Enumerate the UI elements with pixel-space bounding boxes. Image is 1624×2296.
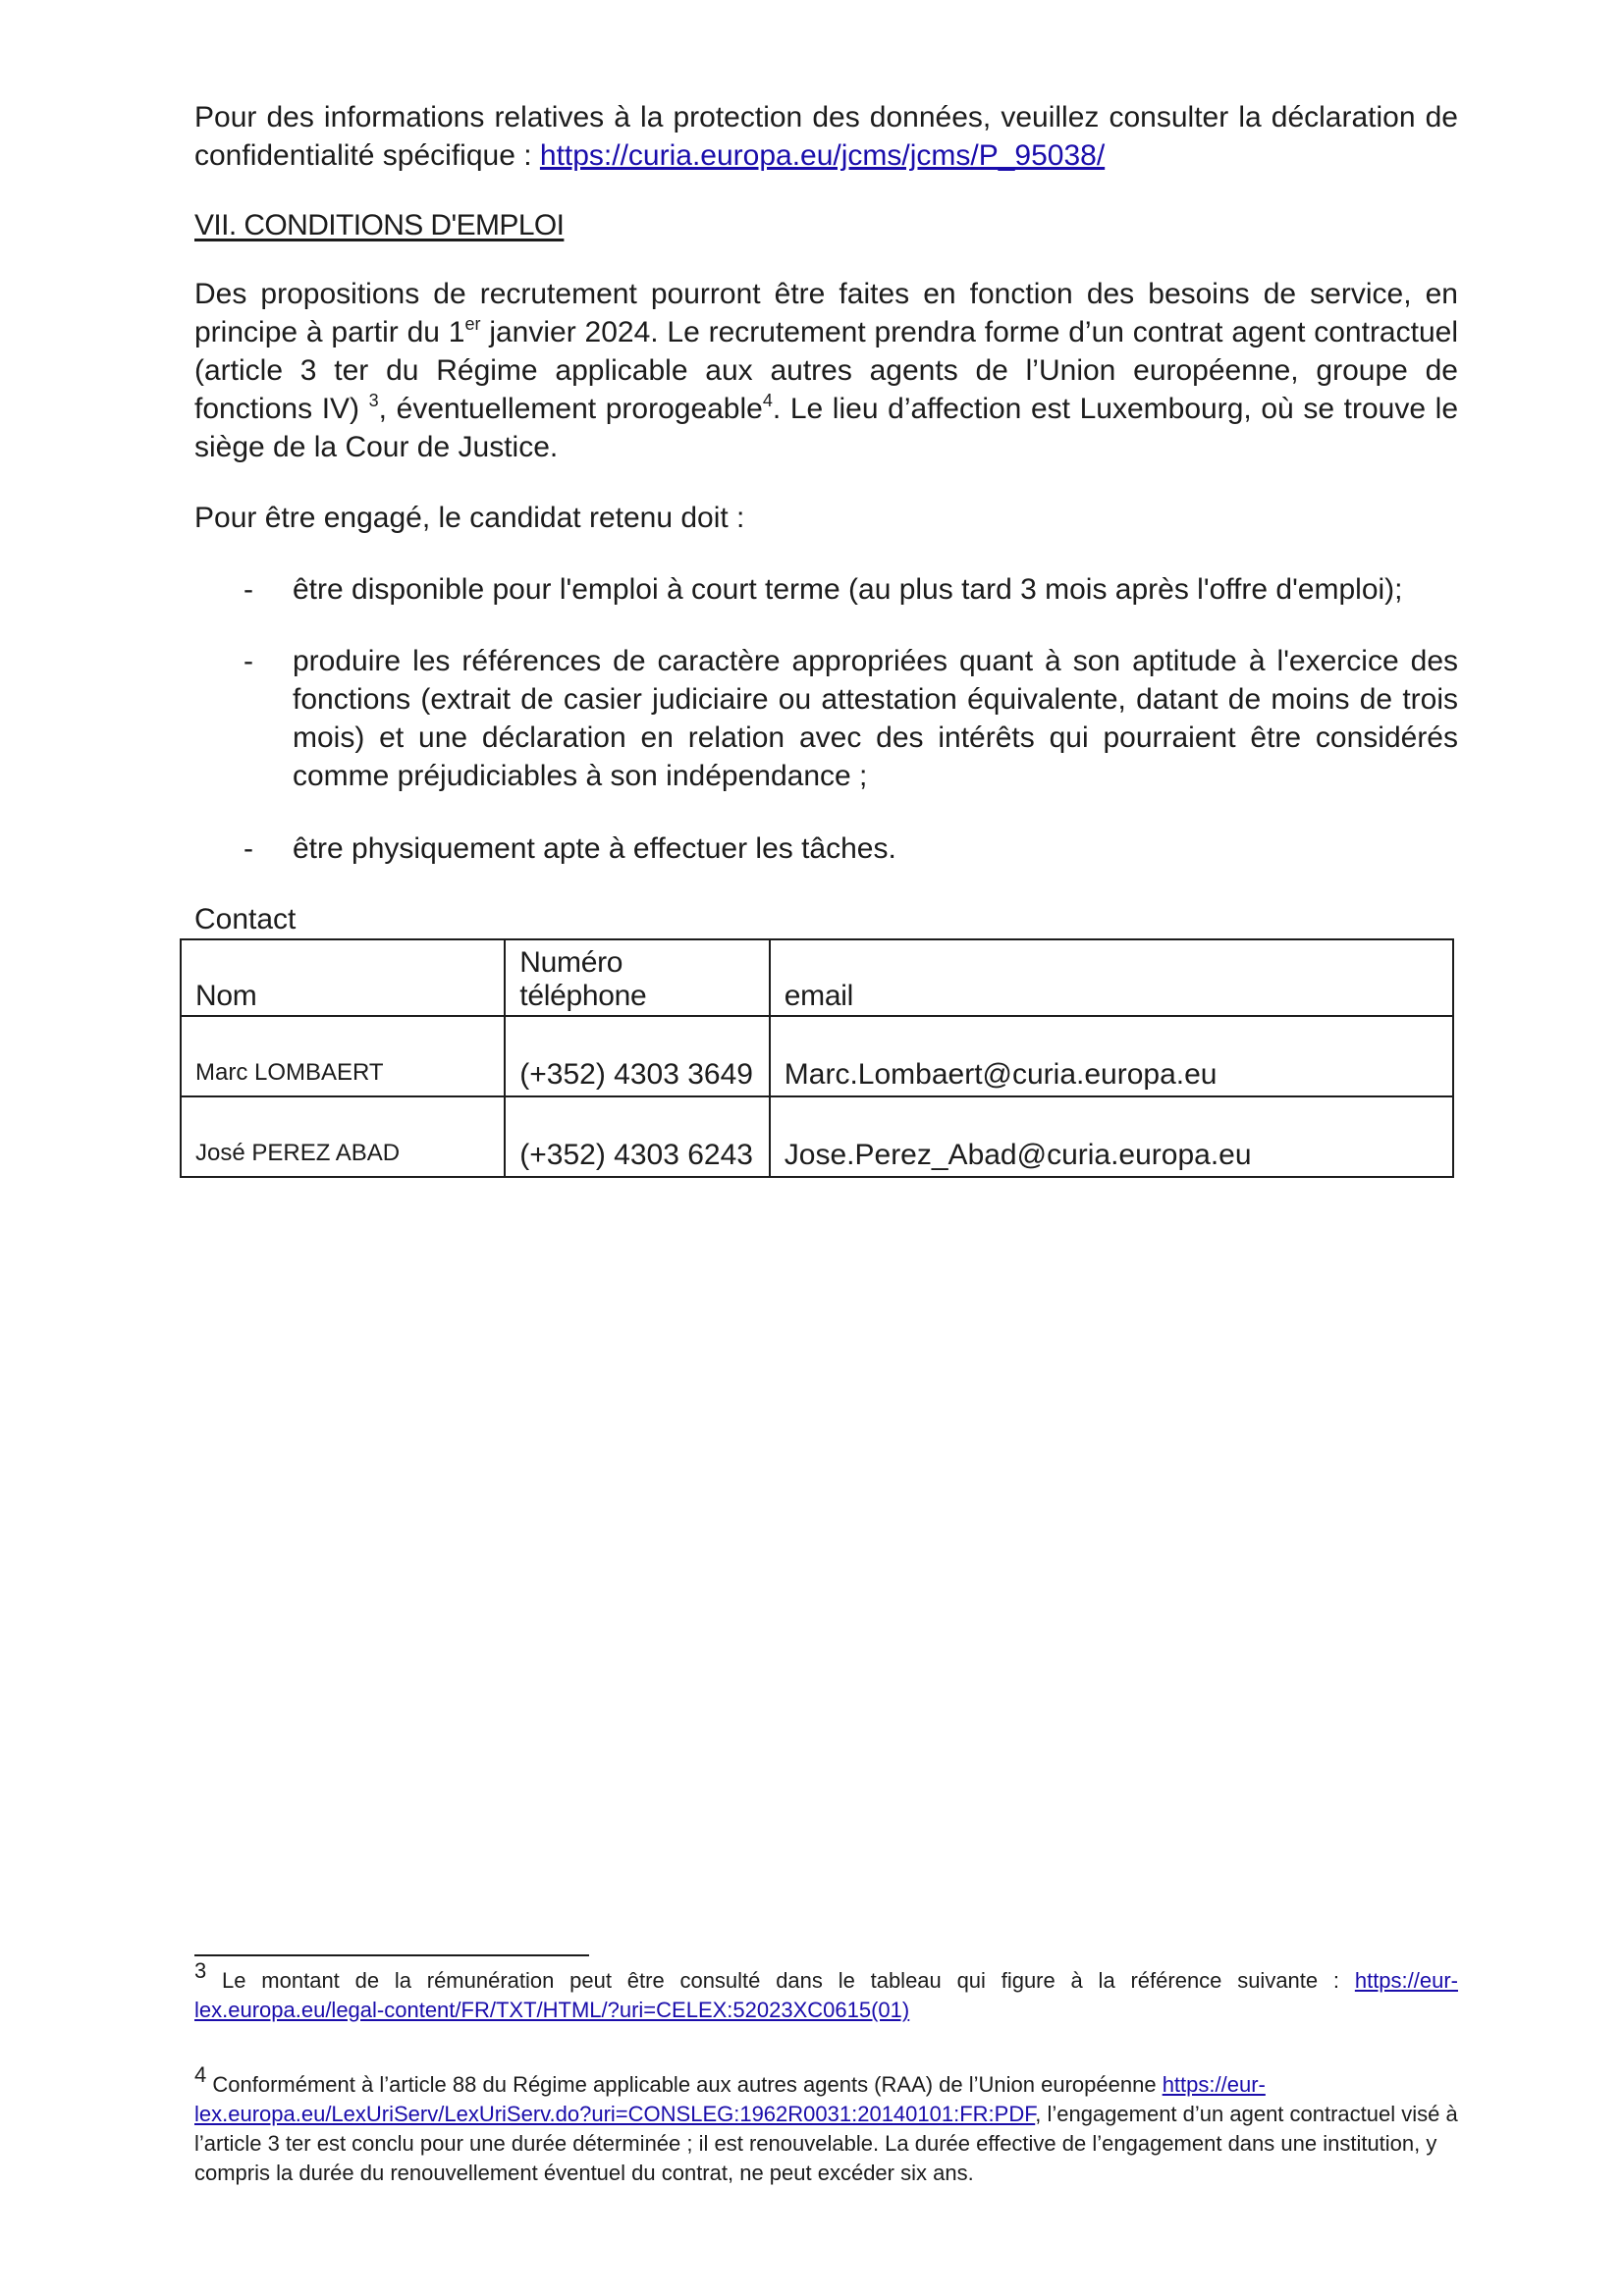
footnote-4 — [194, 2062, 1458, 2188]
contact-email: Marc.Lombaert@curia.europa.eu — [770, 1016, 1453, 1096]
column-header-phone: Numéro téléphone — [505, 939, 770, 1016]
footnote-separator — [194, 1954, 589, 1956]
footnote-link[interactable]: https://eur-lex.europa.eu/legal-content/FR/TXT/HTML/?uri=CELEX:52023XC0615(01) — [194, 1968, 1458, 2022]
conditions-text-2: janvier 2024. Le recrutement prendra forme d’un contrat agent contractuel (article 3 ter du Régime applicable aux autres agents de l’Union européenne, groupe de fonctions IV) — [194, 316, 1458, 425]
footnote-text: Le montant de la rémunération peut être consulté dans le tableau qui figure à la référence suivante : — [206, 1968, 1355, 1993]
list-item-text: produire les références de caractère appropriées quant à son aptitude à l'exercice des fonctions (extrait de casier judiciaire ou attestation équivalente, datant de moins de trois mois) et une déclaration en relation avec des intérêts qui pourraient être considérés comme préjudiciables à son indépendance ; — [293, 645, 1458, 792]
contact-phone: (+352) 4303 3649 — [505, 1016, 770, 1096]
contact-table — [180, 938, 1454, 1178]
contact-phone: (+352) 4303 6243 — [505, 1096, 770, 1177]
bullet-dash: - — [244, 645, 253, 677]
list-item — [244, 829, 1458, 868]
column-header-email: email — [770, 939, 1453, 1016]
footnote-text: Conformément à l’article 88 du Régime applicable aux autres agents (RAA) de l’Union européenne — [206, 2072, 1163, 2097]
contact-name: Marc LOMBAERT — [181, 1016, 505, 1096]
footnote-number: 4 — [194, 2062, 207, 2087]
contact-name: José PEREZ ABAD — [181, 1096, 505, 1177]
column-header-name: Nom — [181, 939, 505, 1016]
requirements-intro: Pour être engagé, le candidat retenu doit : — [194, 502, 745, 534]
privacy-text: Pour des informations relatives à la protection des données, veuillez consulter la déclaration de confidentialité spécifique : — [194, 101, 1458, 172]
list-item-text: être physiquement apte à effectuer les tâches. — [293, 832, 896, 865]
list-item — [244, 642, 1458, 795]
footnote-number: 3 — [194, 1958, 207, 1983]
conditions-text-3: , éventuellement prorogeable — [378, 393, 763, 425]
footnote-ref-3[interactable]: 3 — [368, 391, 379, 410]
conditions-text-1: Des propositions de recrutement pourront être faites en fonction des besoins de service, en principe à partir du 1 — [194, 278, 1458, 348]
footnote-link[interactable]: https://eur-lex.europa.eu/LexUriServ/LexUriServ.do?uri=CONSLEG:1962R0031:20140101:FR:PDF — [194, 2072, 1266, 2126]
list-item-text: être disponible pour l'emploi à court terme (au plus tard 3 mois après l'offre d'emploi); — [293, 573, 1403, 606]
footnote-3 — [194, 1958, 1458, 2025]
footnote-text-continued: , l’engagement d’un agent contractuel visé à l’article 3 ter est conclu pour une durée déterminée ; il est renouvelable. La durée effective de l’engagement dans une institution, y compris la durée du renouvellement éventuel du contrat, ne peut excéder six ans. — [194, 2102, 1458, 2185]
list-item — [244, 570, 1458, 609]
footnote-ref-4[interactable]: 4 — [762, 391, 773, 410]
privacy-link[interactable]: https://curia.europa.eu/jcms/jcms/P_95038/ — [539, 139, 1106, 172]
table-row — [181, 1096, 1453, 1177]
bullet-dash: - — [244, 832, 253, 865]
conditions-paragraph — [194, 275, 1458, 466]
table-header-row — [181, 939, 1453, 1016]
table-row — [181, 1016, 1453, 1096]
bullet-dash: - — [244, 573, 253, 606]
section-heading: VII. CONDITIONS D'EMPLOI — [194, 209, 565, 241]
contact-label: Contact — [194, 903, 297, 935]
conditions-text-4: . Le lieu d’affection est Luxembourg, où se trouve le siège de la Cour de Justice. — [194, 393, 1458, 463]
privacy-paragraph — [194, 98, 1458, 175]
ordinal-suffix: er — [464, 314, 481, 334]
contact-email: Jose.Perez_Abad@curia.europa.eu — [770, 1096, 1453, 1177]
